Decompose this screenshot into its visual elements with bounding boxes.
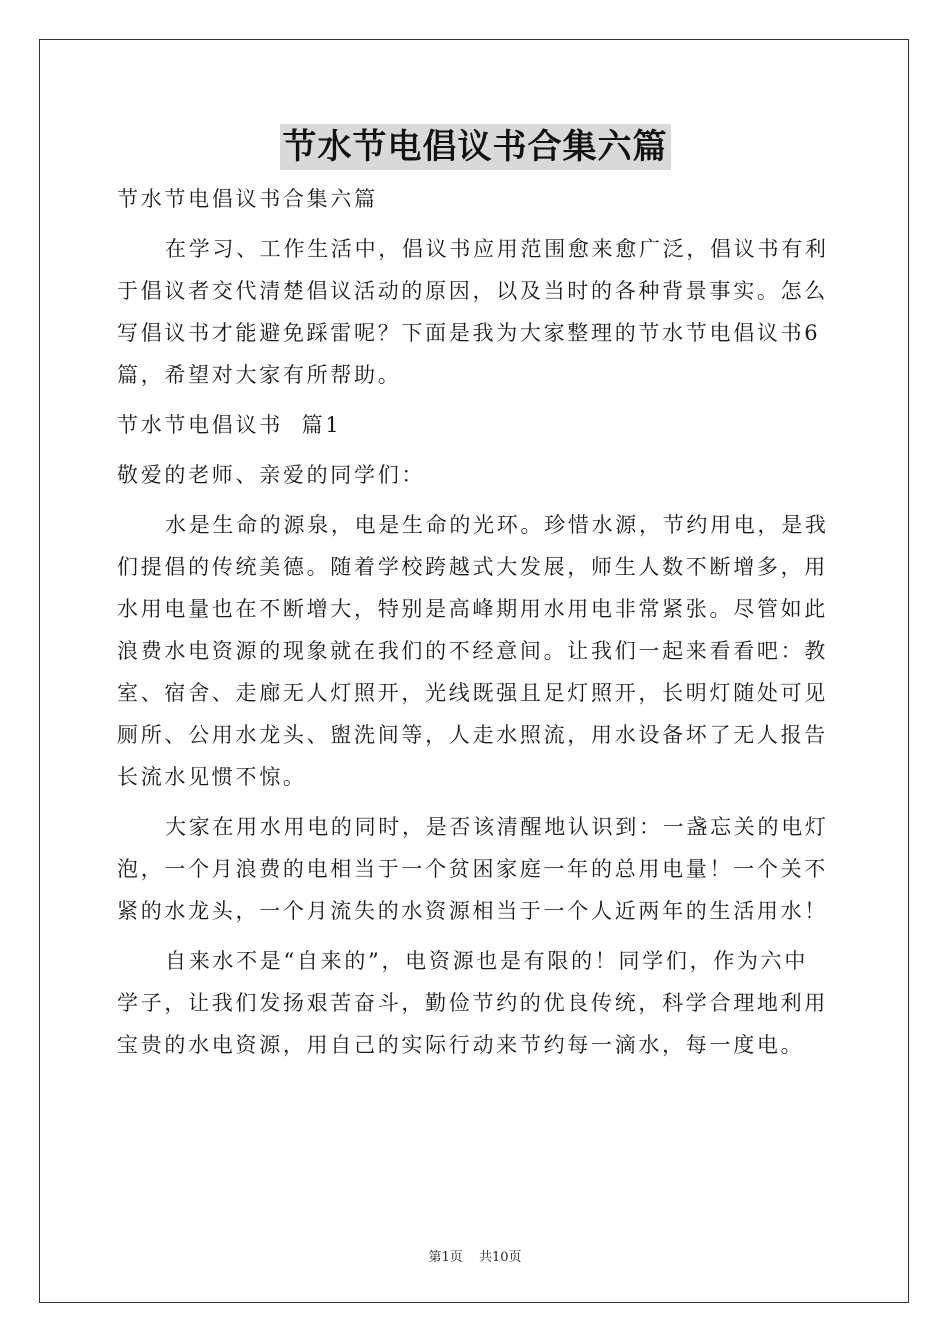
document-title: 节水节电倡议书合集六篇 (280, 124, 671, 170)
subtitle: 节水节电倡议书合集六篇 (117, 187, 378, 211)
paragraph-line: 宝贵的水电资源，用自己的实际行动来节约每一滴水，每一度电。 (117, 1033, 805, 1057)
paragraph-line: 厕所、公用水龙头、盥洗间等，人走水照流，用水设备坏了无人报告 (117, 723, 828, 747)
paragraph-line: 大家在用水用电的同时，是否该清醒地认识到：一盏忘关的电灯 (165, 815, 829, 839)
paragraph-line: 水是生命的源泉，电是生命的光环。珍惜水源，节约用电，是我 (165, 513, 829, 537)
page-number: 第1页 (428, 1250, 463, 1265)
intro-line: 篇，希望对大家有所帮助。 (117, 363, 402, 387)
intro-line: 写倡议书才能避免踩雷呢？下面是我为大家整理的节水节电倡议书6 (117, 321, 821, 345)
paragraph-line: 长流水见惯不惊。 (117, 765, 307, 789)
page-footer (0, 1246, 950, 1265)
section-heading: 节水节电倡议书 篇1 (117, 413, 342, 437)
intro-line: 在学习、工作生活中，倡议书应用范围愈来愈广泛，倡议书有利 (165, 237, 829, 261)
salutation: 敬爱的老师、亲爱的同学们： (117, 463, 426, 487)
intro-paragraph (117, 228, 833, 396)
paragraph-line: 浪费水电资源的现象就在我们的不经意间。让我们一起来看看吧：教 (117, 639, 828, 663)
paragraph-line: 们提倡的传统美德。随着学校跨越式大发展，师生人数不断增多，用 (117, 555, 828, 579)
page-total: 共10页 (478, 1250, 522, 1265)
body-paragraph-2 (117, 806, 833, 932)
body-paragraph-1 (117, 504, 833, 798)
document-body (117, 178, 833, 1074)
paragraph-line: 室、宿舍、走廊无人灯照开，光线既强且足灯照开，长明灯随处可见 (117, 681, 828, 705)
paragraph-line: 水用电量也在不断增大，特别是高峰期用水用电非常紧张。尽管如此 (117, 597, 828, 621)
body-paragraph-3 (117, 940, 833, 1066)
paragraph-line: 自来水不是“自来的”，电资源也是有限的！同学们，作为六中 (165, 949, 809, 973)
paragraph-line: 泡，一个月浪费的电相当于一个贫困家庭一年的总用电量！一个关不 (117, 857, 828, 881)
intro-line: 于倡议者交代清楚倡议活动的原因，以及当时的各种背景事实。怎么 (117, 279, 828, 303)
title-container (0, 124, 950, 170)
paragraph-line: 学子，让我们发扬艰苦奋斗，勤俭节约的优良传统，科学合理地利用 (117, 991, 828, 1015)
paragraph-line: 紧的水龙头，一个月流失的水资源相当于一个人近两年的生活用水！ (117, 899, 828, 923)
